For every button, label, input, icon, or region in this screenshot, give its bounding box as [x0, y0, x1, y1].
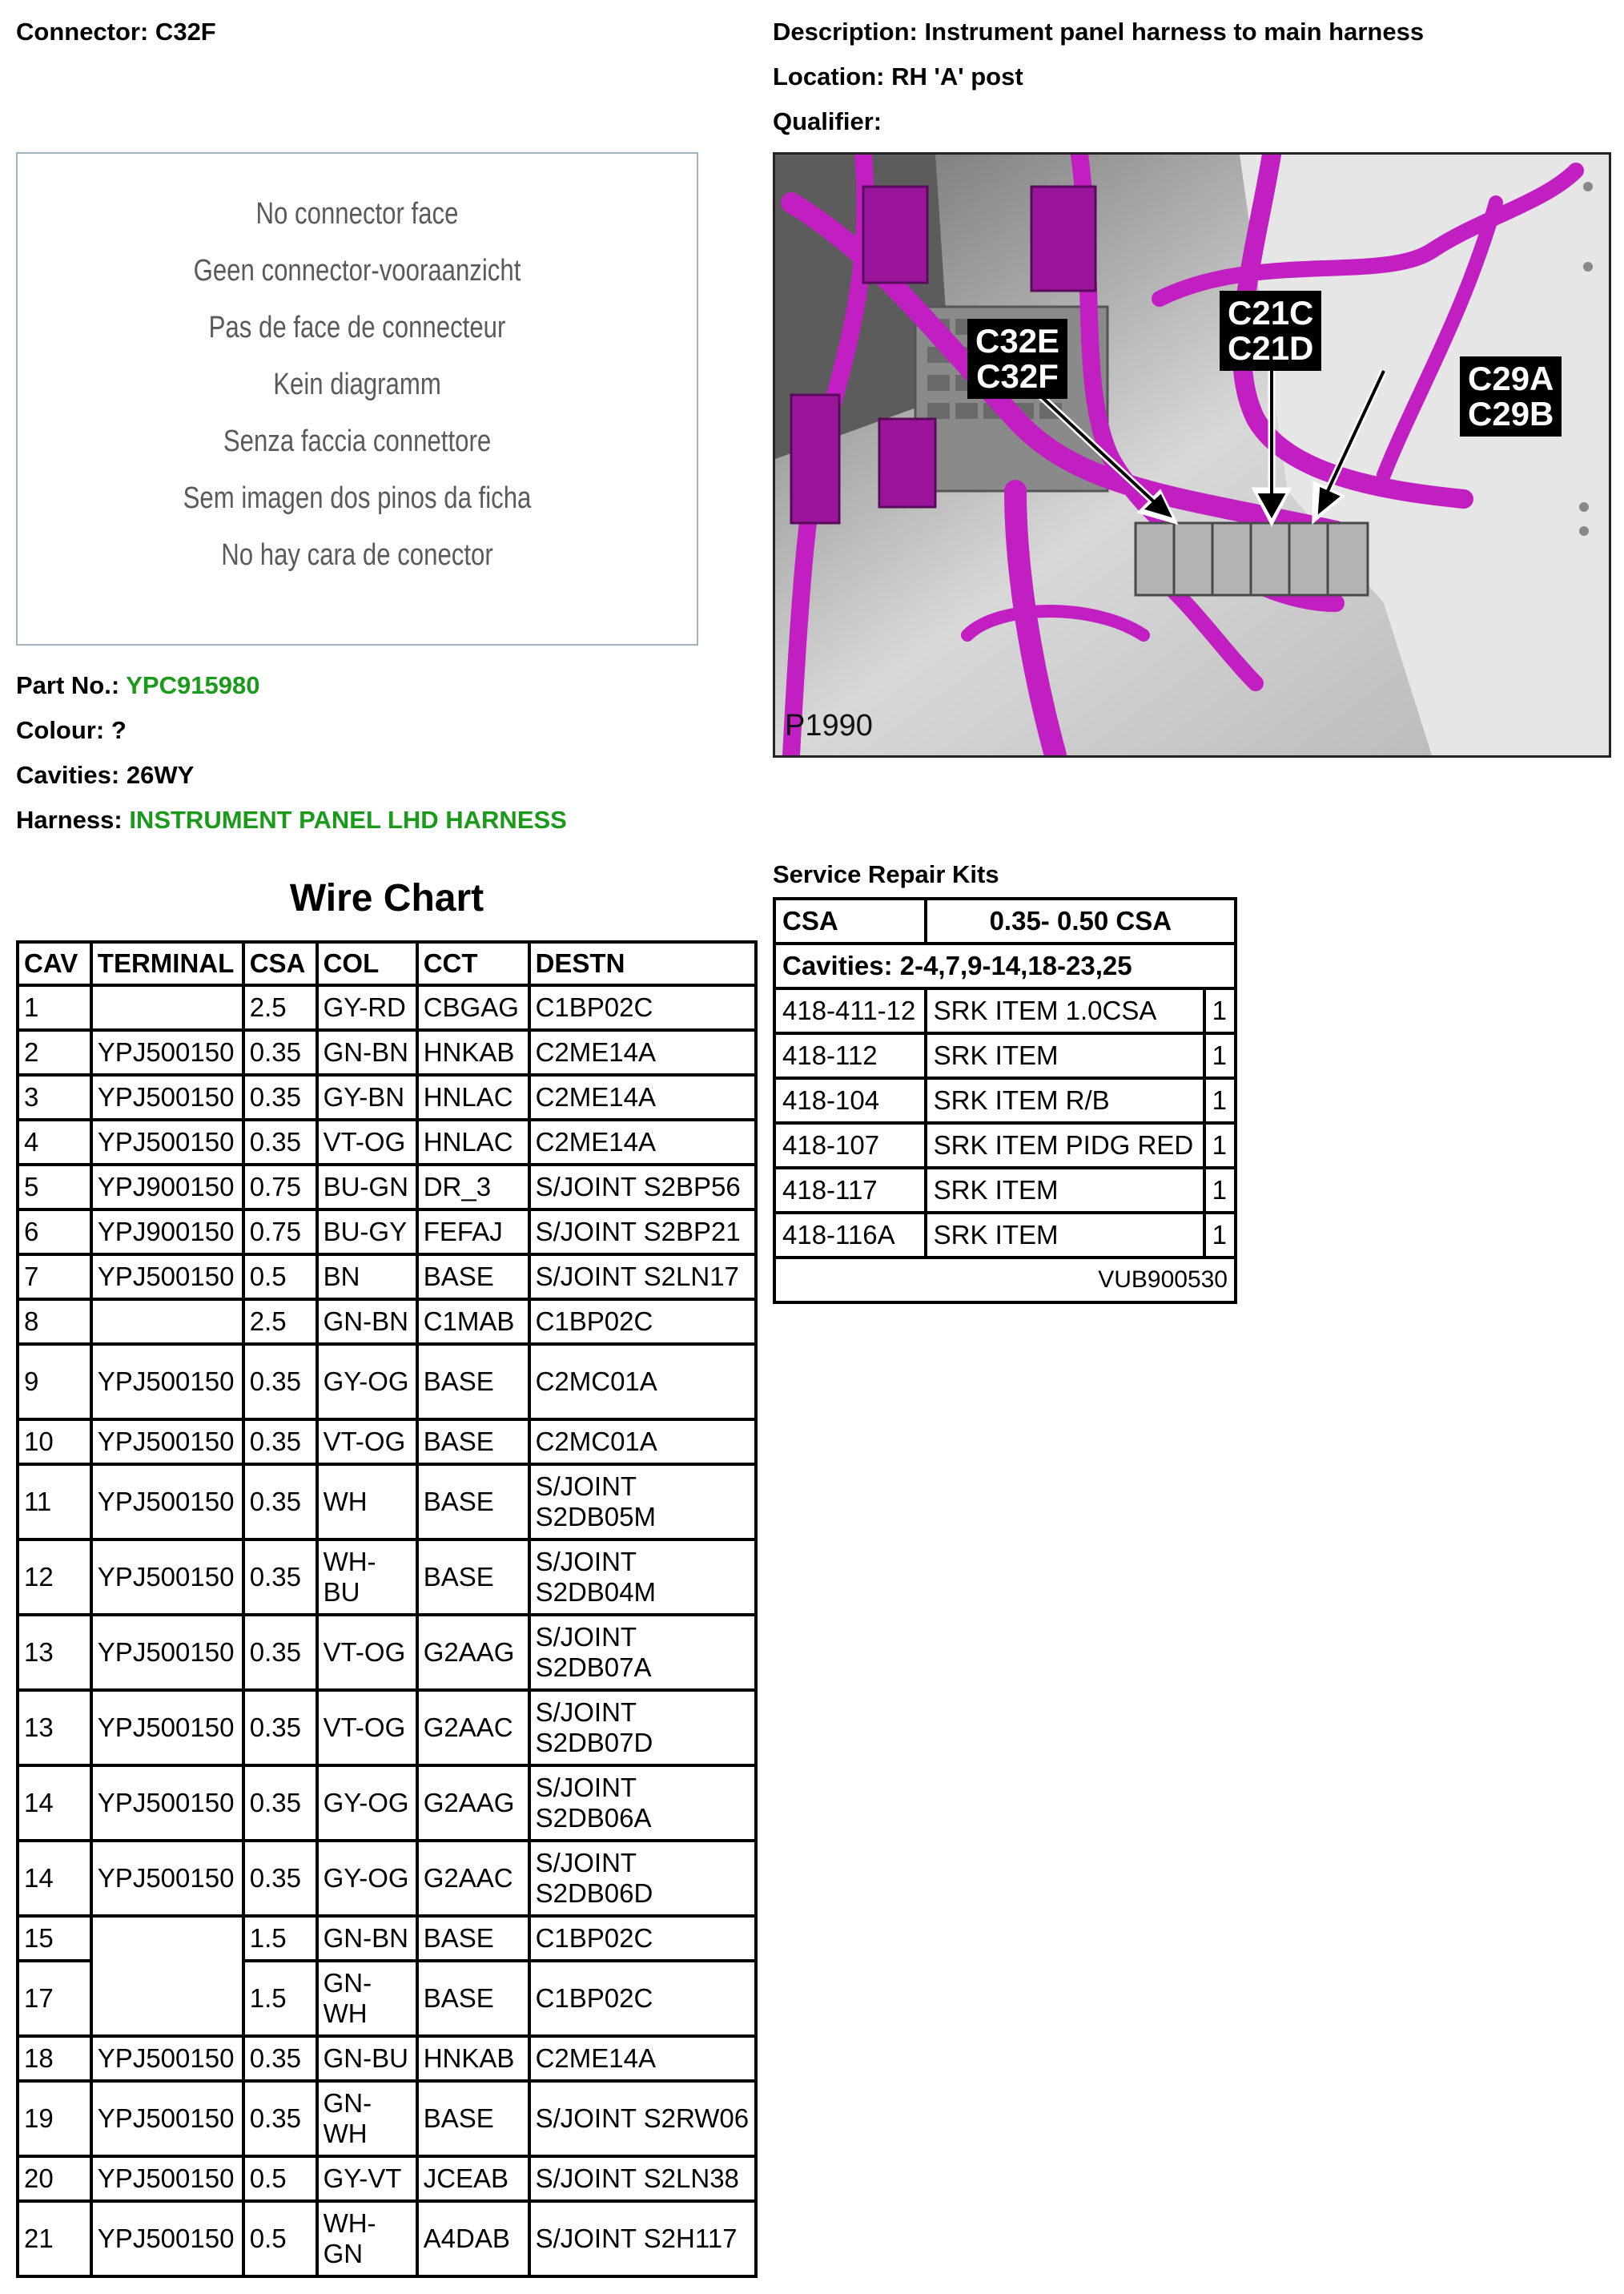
table-row — [18, 1254, 756, 1299]
no-connector-face-panel — [16, 152, 698, 646]
cell-cav: 1 — [18, 985, 91, 1030]
service-kits-table — [773, 897, 1237, 1304]
cell-col: VT-OG — [317, 1120, 417, 1165]
cell-terminal: YPJ500150 — [91, 1030, 243, 1075]
no-face-line: Sem imagen dos pinos da ficha — [183, 481, 532, 515]
connector-label: Connector: C32F — [16, 18, 216, 46]
cell-col: GY-OG — [317, 1841, 417, 1916]
callout-label: C32F — [976, 357, 1059, 395]
table-row — [18, 2036, 756, 2081]
cell-terminal: YPJ500150 — [91, 2201, 243, 2276]
list-item — [774, 1213, 1236, 1258]
cell-cct: BASE — [417, 1961, 529, 2036]
table-row — [18, 1690, 756, 1765]
part-no-link[interactable]: YPC915980 — [126, 671, 260, 699]
table-row — [18, 1209, 756, 1254]
cell-csa: 1.5 — [243, 1916, 317, 1961]
table-row — [18, 985, 756, 1030]
kit-description: SRK ITEM — [926, 1213, 1204, 1258]
cell-col: VT-OG — [317, 1615, 417, 1690]
callout-c29 — [1460, 356, 1562, 437]
cell-destn: C2ME14A — [529, 2036, 756, 2081]
kit-qty: 1 — [1204, 1168, 1236, 1213]
table-row — [18, 1419, 756, 1464]
table-row — [18, 1344, 756, 1419]
kits-csa-label: CSA — [774, 899, 926, 944]
kit-qty: 1 — [1204, 1213, 1236, 1258]
cell-cct: DR_3 — [417, 1165, 529, 1209]
cell-csa: 0.5 — [243, 1254, 317, 1299]
cell-csa: 0.35 — [243, 1120, 317, 1165]
no-face-line: Geen connector-vooraanzicht — [193, 254, 521, 288]
cell-csa: 0.5 — [243, 2201, 317, 2276]
cell-terminal: YPJ500150 — [91, 1254, 243, 1299]
cell-cav: 21 — [18, 2201, 91, 2276]
no-face-line: Pas de face de connecteur — [208, 311, 506, 344]
table-row — [18, 1539, 756, 1615]
kit-part-no: 418-116A — [774, 1213, 926, 1258]
cell-col: GN-WH — [317, 2081, 417, 2156]
table-row — [18, 2156, 756, 2201]
cell-destn: C1BP02C — [529, 1299, 756, 1344]
cell-cct: FEFAJ — [417, 1209, 529, 1254]
cell-destn: S/JOINT S2BP56 — [529, 1165, 756, 1209]
cell-cav: 17 — [18, 1961, 91, 2036]
cell-cct: HNKAB — [417, 1030, 529, 1075]
cell-cav: 7 — [18, 1254, 91, 1299]
kit-description: SRK ITEM — [926, 1168, 1204, 1213]
cell-destn: S/JOINT S2LN38 — [529, 2156, 756, 2201]
location-photo — [773, 152, 1611, 758]
list-item — [774, 1078, 1236, 1123]
cell-terminal: YPJ500150 — [91, 1075, 243, 1120]
cell-col: GY-OG — [317, 1344, 417, 1419]
cell-col: BU-GY — [317, 1209, 417, 1254]
cell-col: WH-GN — [317, 2201, 417, 2276]
description-label: Description: Instrument panel harness to main harness — [773, 18, 1425, 46]
cavities-row — [16, 761, 194, 790]
cell-csa: 0.35 — [243, 1344, 317, 1419]
cell-destn: C1BP02C — [529, 985, 756, 1030]
cell-terminal: YPJ500150 — [91, 1464, 243, 1539]
harness-label: Harness: — [16, 806, 123, 834]
cell-cav: 11 — [18, 1464, 91, 1539]
cell-col: GN-BN — [317, 1916, 417, 1961]
cavities-value: 26WY — [126, 761, 195, 789]
cell-cct: BASE — [417, 2081, 529, 2156]
callout-label: C29B — [1468, 395, 1554, 433]
header-cct: CCT — [417, 942, 529, 985]
kit-description: SRK ITEM 1.0CSA — [926, 988, 1204, 1033]
cell-destn: S/JOINT S2DB05M — [529, 1464, 756, 1539]
cell-csa: 1.5 — [243, 1961, 317, 2036]
cell-destn: S/JOINT S2DB06D — [529, 1841, 756, 1916]
kit-qty: 1 — [1204, 1078, 1236, 1123]
table-row — [18, 1165, 756, 1209]
cell-terminal: YPJ900150 — [91, 1209, 243, 1254]
callout-label: C21D — [1228, 329, 1314, 367]
kits-csa-value: 0.35- 0.50 CSA — [926, 899, 1236, 944]
harness-illustration — [775, 155, 1609, 755]
cell-cav: 14 — [18, 1765, 91, 1841]
cell-cct: BASE — [417, 1916, 529, 1961]
cell-csa: 0.75 — [243, 1165, 317, 1209]
kits-cavities: Cavities: 2-4,7,9-14,18-23,25 — [774, 944, 1236, 988]
cell-cav: 18 — [18, 2036, 91, 2081]
cell-csa: 0.5 — [243, 2156, 317, 2201]
cell-col: WH — [317, 1464, 417, 1539]
cell-terminal: YPJ500150 — [91, 2081, 243, 2156]
table-row — [18, 1464, 756, 1539]
cell-destn: S/JOINT S2DB04M — [529, 1539, 756, 1615]
cell-terminal: YPJ500150 — [91, 1120, 243, 1165]
cell-destn: C2MC01A — [529, 1344, 756, 1419]
cell-csa: 2.5 — [243, 1299, 317, 1344]
cell-destn: C2ME14A — [529, 1075, 756, 1120]
cell-terminal: YPJ900150 — [91, 1165, 243, 1209]
kit-part-no: 418-104 — [774, 1078, 926, 1123]
cell-csa: 0.35 — [243, 1615, 317, 1690]
cell-destn: S/JOINT S2H117 — [529, 2201, 756, 2276]
kit-qty: 1 — [1204, 988, 1236, 1033]
cell-destn: C1BP02C — [529, 1916, 756, 1961]
cell-cav: 9 — [18, 1344, 91, 1419]
cell-destn: S/JOINT S2BP21 — [529, 1209, 756, 1254]
cell-destn: C2ME14A — [529, 1120, 756, 1165]
cell-cct: G2AAC — [417, 1841, 529, 1916]
kits-footer-row — [774, 1258, 1236, 1302]
part-no-label: Part No.: — [16, 671, 120, 699]
table-row — [18, 1916, 756, 1961]
cell-cav: 12 — [18, 1539, 91, 1615]
colour-row — [16, 716, 127, 745]
header-col: COL — [317, 942, 417, 985]
callout-c32 — [967, 319, 1067, 399]
cell-terminal: YPJ500150 — [91, 1419, 243, 1464]
cell-cct: A4DAB — [417, 2201, 529, 2276]
cell-destn: S/JOINT S2DB07D — [529, 1690, 756, 1765]
cell-cct: BASE — [417, 1254, 529, 1299]
wire-chart-header-row — [18, 942, 756, 985]
kit-description: SRK ITEM PIDG RED — [926, 1123, 1204, 1168]
cell-terminal: YPJ500150 — [91, 2036, 243, 2081]
cell-terminal — [91, 1299, 243, 1344]
cell-cct: C1MAB — [417, 1299, 529, 1344]
cell-cct: HNLAC — [417, 1075, 529, 1120]
no-face-line: No connector face — [255, 197, 459, 231]
kits-footer-code: VUB900530 — [774, 1258, 1236, 1302]
wire-chart-table — [16, 940, 758, 2278]
service-kits-title: Service Repair Kits — [773, 860, 999, 888]
cell-destn: C2MC01A — [529, 1419, 756, 1464]
cell-col: GY-BN — [317, 1075, 417, 1120]
cell-col: BU-GN — [317, 1165, 417, 1209]
cell-destn: S/JOINT S2DB07A — [529, 1615, 756, 1690]
cell-cct: CBGAG — [417, 985, 529, 1030]
cell-destn: S/JOINT S2LN17 — [529, 1254, 756, 1299]
table-row — [18, 1120, 756, 1165]
cell-col: VT-OG — [317, 1690, 417, 1765]
cell-cav: 8 — [18, 1299, 91, 1344]
kit-qty: 1 — [1204, 1033, 1236, 1078]
table-row — [18, 1765, 756, 1841]
kit-part-no: 418-411-12 — [774, 988, 926, 1033]
list-item — [774, 1168, 1236, 1213]
no-face-line: No hay cara de conector — [221, 538, 493, 572]
cell-destn: C1BP02C — [529, 1961, 756, 2036]
cell-csa: 2.5 — [243, 985, 317, 1030]
cell-terminal — [91, 1916, 243, 1961]
cell-col: GN-BN — [317, 1030, 417, 1075]
cell-cct: JCEAB — [417, 2156, 529, 2201]
cell-cav: 3 — [18, 1075, 91, 1120]
kits-cavities-row — [774, 944, 1236, 988]
table-row — [18, 1075, 756, 1120]
cell-destn: S/JOINT S2DB06A — [529, 1765, 756, 1841]
cell-terminal — [91, 1961, 243, 2036]
cell-cav: 13 — [18, 1615, 91, 1690]
callout-label: C32E — [975, 322, 1060, 360]
cell-cav: 19 — [18, 2081, 91, 2156]
no-face-line: Kein diagramm — [273, 368, 441, 401]
cell-cct: BASE — [417, 1344, 529, 1419]
cell-csa: 0.35 — [243, 1690, 317, 1765]
cell-col: WH-BU — [317, 1539, 417, 1615]
cell-csa: 0.35 — [243, 1030, 317, 1075]
cell-destn: S/JOINT S2RW06 — [529, 2081, 756, 2156]
cell-terminal: YPJ500150 — [91, 1539, 243, 1615]
kit-description: SRK ITEM R/B — [926, 1078, 1204, 1123]
cell-terminal — [91, 985, 243, 1030]
cell-cav: 13 — [18, 1690, 91, 1765]
cell-cav: 4 — [18, 1120, 91, 1165]
cell-terminal: YPJ500150 — [91, 1690, 243, 1765]
callout-label: C29A — [1468, 360, 1554, 397]
cell-cct: HNLAC — [417, 1120, 529, 1165]
colour-label: Colour: — [16, 716, 105, 744]
list-item — [774, 1033, 1236, 1078]
cell-cav: 10 — [18, 1419, 91, 1464]
cell-col: VT-OG — [317, 1419, 417, 1464]
cell-terminal: YPJ500150 — [91, 2156, 243, 2201]
cell-csa: 0.35 — [243, 1075, 317, 1120]
cell-cct: G2AAG — [417, 1615, 529, 1690]
cell-terminal: YPJ500150 — [91, 1615, 243, 1690]
header-terminal: TERMINAL — [91, 942, 243, 985]
table-row — [18, 1961, 756, 2036]
cell-cct: G2AAC — [417, 1690, 529, 1765]
cell-csa: 0.35 — [243, 1464, 317, 1539]
cell-col: GN-WH — [317, 1961, 417, 2036]
kit-part-no: 418-112 — [774, 1033, 926, 1078]
cell-csa: 0.35 — [243, 1539, 317, 1615]
cell-csa: 0.35 — [243, 1841, 317, 1916]
harness-row — [16, 806, 567, 835]
location-label: Location: RH 'A' post — [773, 62, 1023, 91]
list-item — [774, 1123, 1236, 1168]
callout-c21 — [1220, 291, 1321, 371]
colour-value: ? — [111, 716, 127, 744]
cell-cav: 20 — [18, 2156, 91, 2201]
cell-cct: BASE — [417, 1419, 529, 1464]
callout-label: C21C — [1228, 294, 1314, 332]
cell-csa: 0.75 — [243, 1209, 317, 1254]
wire-chart-title: Wire Chart — [289, 877, 484, 920]
header-destn: DESTN — [529, 942, 756, 985]
kit-qty: 1 — [1204, 1123, 1236, 1168]
cell-col: GN-BN — [317, 1299, 417, 1344]
kit-part-no: 418-117 — [774, 1168, 926, 1213]
cell-csa: 0.35 — [243, 2081, 317, 2156]
cell-destn: C2ME14A — [529, 1030, 756, 1075]
table-row — [18, 2201, 756, 2276]
cell-cct: BASE — [417, 1464, 529, 1539]
header-cav: CAV — [18, 942, 91, 985]
cell-col: GN-BU — [317, 2036, 417, 2081]
cavities-label: Cavities: — [16, 761, 120, 789]
table-row — [18, 1841, 756, 1916]
cell-cav: 15 — [18, 1916, 91, 1961]
qualifier-label: Qualifier: — [773, 107, 882, 135]
cell-terminal: YPJ500150 — [91, 1765, 243, 1841]
cell-cav: 14 — [18, 1841, 91, 1916]
kit-part-no: 418-107 — [774, 1123, 926, 1168]
table-row — [18, 1299, 756, 1344]
cell-col: GY-VT — [317, 2156, 417, 2201]
photo-reference: P1990 — [785, 709, 873, 743]
table-row — [18, 1615, 756, 1690]
table-row — [18, 1030, 756, 1075]
cell-cav: 6 — [18, 1209, 91, 1254]
cell-csa: 0.35 — [243, 2036, 317, 2081]
cell-cct: G2AAG — [417, 1765, 529, 1841]
header-csa: CSA — [243, 942, 317, 985]
cell-terminal: YPJ500150 — [91, 1841, 243, 1916]
cell-terminal: YPJ500150 — [91, 1344, 243, 1419]
cell-col: BN — [317, 1254, 417, 1299]
cell-cct: HNKAB — [417, 2036, 529, 2081]
kits-csa-row — [774, 899, 1236, 944]
cell-cav: 2 — [18, 1030, 91, 1075]
cell-cav: 5 — [18, 1165, 91, 1209]
harness-link[interactable]: INSTRUMENT PANEL LHD HARNESS — [129, 806, 567, 834]
kit-description: SRK ITEM — [926, 1033, 1204, 1078]
cell-csa: 0.35 — [243, 1765, 317, 1841]
table-row — [18, 2081, 756, 2156]
cell-col: GY-OG — [317, 1765, 417, 1841]
no-face-line: Senza faccia connettore — [223, 425, 492, 458]
part-no-row — [16, 671, 259, 700]
cell-cct: BASE — [417, 1539, 529, 1615]
list-item — [774, 988, 1236, 1033]
cell-col: GY-RD — [317, 985, 417, 1030]
cell-csa: 0.35 — [243, 1419, 317, 1464]
